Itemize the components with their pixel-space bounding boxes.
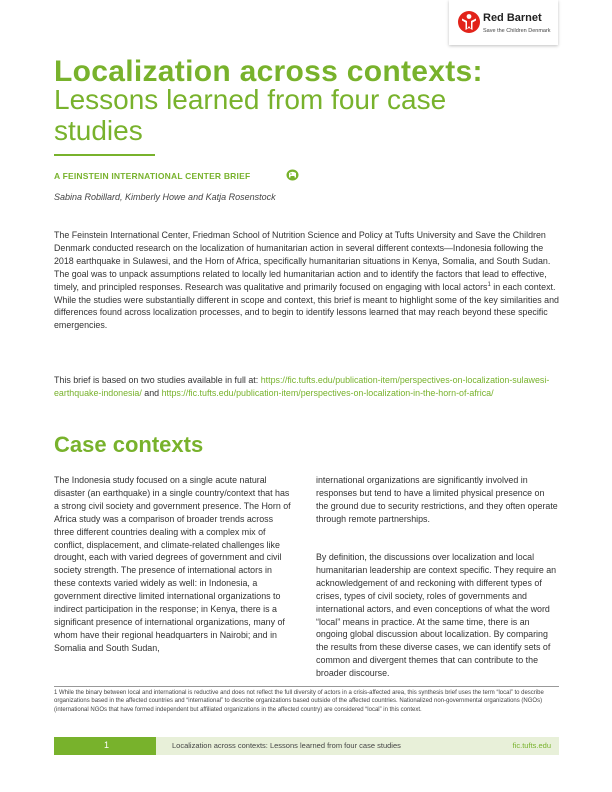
- intro-text: The Feinstein International Center, Friedman School of Nutrition Science and Policy at Tufts University and Save the Children Denmark conducted research on the localization of humanitarian action in several different contexts—Indonesia following the 2018 earthquake in Sulawesi, and the Horn of Africa, specifically humanitarian situations in Kenya, Somalia, and South Sudan. The goal was to unpack assumptions related to locally led humanitarian action and to identify the factors that lead to effective, timely, and principled responses. Research was qualitative and primarily focused on engaging with local actors: [54, 230, 551, 292]
- logo-name: Red Barnet: [483, 12, 542, 24]
- page-number-box: [54, 737, 156, 755]
- intro-text-continued: in each context. While the studies were substantially different in scope and context, this brief is meant to highlight some of the key similarities and differences found across localization processes, and to begin to identify lessons learned that may reach beyond these specific emergencies.: [54, 281, 559, 331]
- page-number: 1: [104, 740, 110, 750]
- tufts-elephant-icon: [286, 169, 299, 181]
- brief-label: A FEINSTEIN INTERNATIONAL CENTER BRIEF: [54, 171, 251, 181]
- save-the-children-figure-icon: [457, 9, 481, 35]
- page-title: Localization across contexts:: [54, 55, 483, 88]
- logo-tagline: Save the Children Denmark: [483, 28, 551, 34]
- body-right-column-paragraph-2: By definition, the discussions over localization and local humanitarian leadership are context specific. They require an acknowledgement of and reckoning with different types of crises, types of civil society, roles of governments and international actors, and even conceptions of what the word “local” means in practice. At the same time, there is an ongoing global discussion about localization. By comparing the results from these diverse cases, we can identify sets of common and divergent themes that can contribute to the broader discourse.: [316, 552, 557, 679]
- intro-paragraph: [54, 229, 559, 332]
- source-links-paragraph: [54, 374, 559, 400]
- footer-url-link[interactable]: fic.tufts.edu: [512, 741, 551, 750]
- page-subtitle: Lessons learned from four case studies: [54, 84, 447, 146]
- horn-of-africa-study-link[interactable]: https://fic.tufts.edu/publication-item/perspectives-on-localization-in-the-horn-of-africa/: [161, 387, 494, 398]
- body-left-column: The Indonesia study focused on a single acute natural disaster (an earthquake) in a single country/context that has a strong civil society and government presence. The Horn of Africa study was a comparison of broader trends across three different countries dealing with a complex mix of conflict, displacement, and climate-related challenges like drought, each with varied degrees of government and civil society strength. The presence of international actors in these contexts varied widely as well: in Indonesia, a government directive limited international organizations to indirect participation in the response; in Kenya, there is a significant presence of international organizations, many of whom have their regional headquarters in Nairobi; and in Somalia and South Sudan,: [54, 475, 291, 653]
- section-heading: Case contexts: [54, 432, 204, 457]
- links-joiner: and: [141, 387, 162, 398]
- footnote-marker[interactable]: 1: [487, 281, 491, 288]
- indonesia-study-link[interactable]: https://fic.tufts.edu/publication-item/perspectives-on-localization-sulawesi-earthquake-indonesia/: [54, 375, 550, 398]
- body-right-column-paragraph-1: international organizations are significantly involved in responses but tend to have a limited physical presence on the ground due to security restrictions, and they often operate through remote partnerships.: [316, 475, 558, 524]
- title-divider: [54, 154, 155, 156]
- red-barnet-logo: [449, 0, 558, 45]
- authors: Sabina Robillard, Kimberly Howe and Katja Rosenstock: [54, 192, 276, 202]
- links-prefix: This brief is based on two studies available in full at:: [54, 375, 261, 385]
- page-footer: [54, 737, 559, 755]
- footer-title: Localization across contexts: Lessons learned from four case studies: [172, 741, 401, 750]
- footnote: 1 While the binary between local and international is reductive and does not reflect the full diversity of actors in a crisis-affected area, this synthesis brief uses the term “local” to describe organizations based in the affected countries and “international” to describe organizations based outside of the affected countries. Nationalized non-governmental organizations (NGOs) (international NGOs that have formed independent but affiliated organizations in the affected country) are considered “local” in this context.: [54, 690, 544, 713]
- footnote-divider: [54, 686, 559, 687]
